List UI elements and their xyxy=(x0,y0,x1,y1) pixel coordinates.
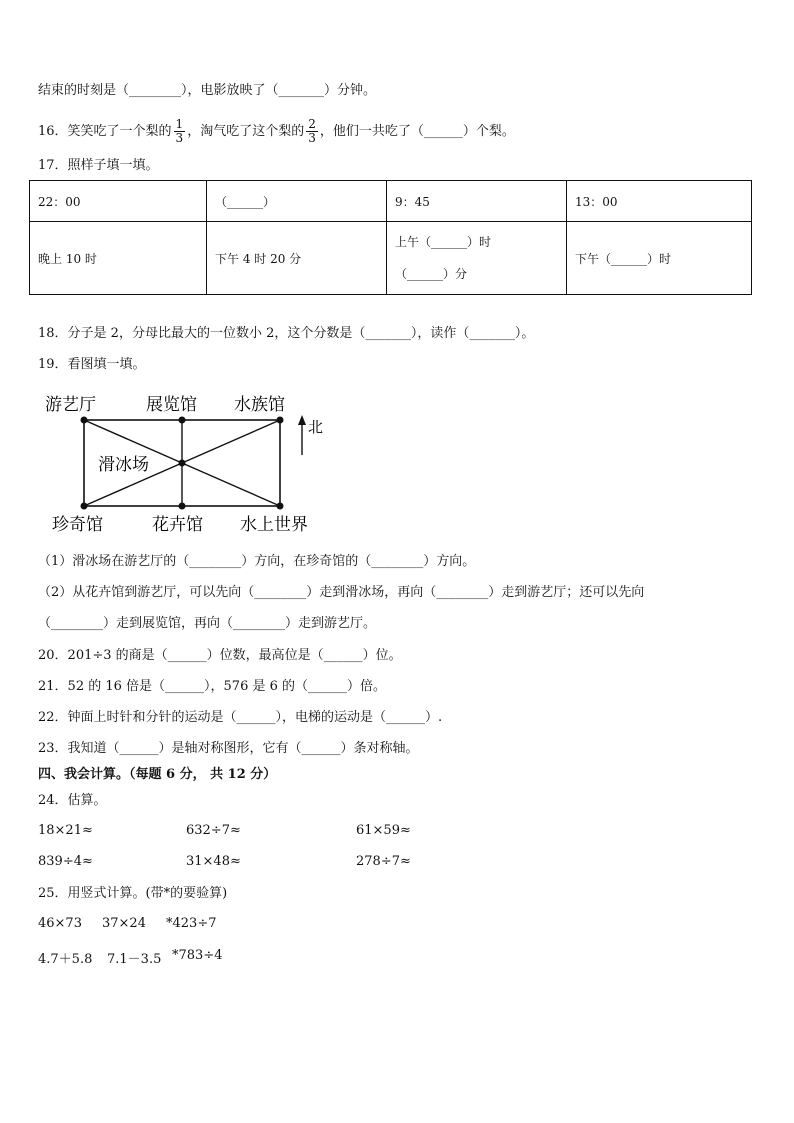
calc-item: 4.7＋5.8 xyxy=(38,952,93,967)
estimate-item: 61×59≈ xyxy=(356,823,411,838)
table-cell: 晚上 10 时 xyxy=(30,222,207,295)
calc-item: *423÷7 xyxy=(166,916,217,931)
question-17-title: 17．照样子填一填。 xyxy=(38,158,159,173)
section-4-heading: 四、我会计算。（每题 6 分， 共 12 分） xyxy=(38,767,277,782)
question-20: 20．201÷3 的商是（______）位数，最高位是（______）位。 xyxy=(38,648,402,663)
q16-suffix: ，他们一共吃了（______）个梨。 xyxy=(319,124,515,139)
q16-prefix: 16．笑笑吃了一个梨的 xyxy=(38,124,172,139)
fraction-numerator: 2 xyxy=(308,117,316,131)
fraction-denominator: 3 xyxy=(308,131,316,145)
label-water-world: 水上世界 xyxy=(240,515,308,535)
question-21: 21．52 的 16 倍是（______），576 是 6 的（______）倍。 xyxy=(38,679,387,694)
north-arrowhead-icon xyxy=(298,415,306,425)
label-north: 北 xyxy=(308,418,324,436)
table-cell-two-lines xyxy=(387,222,567,295)
estimate-item: 632÷7≈ xyxy=(186,823,241,838)
calc-item: *783÷4 xyxy=(172,948,223,963)
question-23: 23．我知道（______）是轴对称图形，它有（______）条对称轴。 xyxy=(38,741,419,756)
map-point xyxy=(179,460,186,467)
map-point xyxy=(81,503,88,510)
map-point xyxy=(81,417,88,424)
label-game-hall: 游艺厅 xyxy=(45,395,96,415)
question-24-title: 24．估算。 xyxy=(38,793,107,808)
map-point xyxy=(277,417,284,424)
estimate-item: 18×21≈ xyxy=(38,823,93,838)
question-22: 22．钟面上时针和分针的运动是（______），电梯的运动是（______）. xyxy=(38,710,443,725)
q16-middle: ，淘气吃了这个梨的 xyxy=(187,124,305,139)
estimate-item: 278÷7≈ xyxy=(356,854,411,869)
cell-line: （______）分 xyxy=(395,267,468,281)
table-cell: 13：00 xyxy=(567,181,752,222)
map-point xyxy=(277,503,284,510)
time-conversion-table xyxy=(29,180,752,295)
question-19-title: 19．看图填一填。 xyxy=(38,357,146,372)
table-cell: 22：00 xyxy=(30,181,207,222)
table-cell: （______） xyxy=(207,181,387,222)
fraction-denominator: 3 xyxy=(175,131,184,145)
table-cell: 下午（______）时 xyxy=(567,222,752,295)
cell-line: 上午（______）时 xyxy=(395,235,492,249)
location-map xyxy=(38,385,338,535)
question-19-part-2b: （________）走到展览馆，再向（________）走到游艺厅。 xyxy=(38,616,377,631)
question-15-tail: 结束的时刻是（________），电影放映了（_______）分钟。 xyxy=(38,83,377,98)
question-18: 18．分子是 2，分母比最大的一位数小 2，这个分数是（_______），读作（_______）。 xyxy=(38,326,535,341)
question-16 xyxy=(38,116,515,148)
table-cell: 9：45 xyxy=(387,181,567,222)
label-exhibition-hall: 展览馆 xyxy=(146,395,197,415)
estimate-item: 839÷4≈ xyxy=(38,854,93,869)
label-curiosity-hall: 珍奇馆 xyxy=(52,515,103,535)
calc-item: 7.1－3.5 xyxy=(107,952,162,967)
estimate-item: 31×48≈ xyxy=(186,854,241,869)
fraction-one-third xyxy=(174,118,186,145)
question-19-part-1: （1）滑冰场在游艺厅的（________）方向，在珍奇馆的（________）方向。 xyxy=(38,554,476,569)
map-point xyxy=(179,503,186,510)
fraction-numerator: 1 xyxy=(175,117,184,131)
label-ice-rink: 滑冰场 xyxy=(98,455,149,475)
calc-item: 37×24 xyxy=(102,916,146,931)
fraction-two-thirds xyxy=(306,118,318,145)
calc-item: 46×73 xyxy=(38,916,82,931)
map-point xyxy=(179,417,186,424)
question-25-title: 25．用竖式计算。(带*的要验算) xyxy=(38,886,228,901)
label-flower-hall: 花卉馆 xyxy=(152,515,203,535)
table-row xyxy=(30,181,752,222)
question-19-part-2a: （2）从花卉馆到游艺厅，可以先向（________）走到滑冰场，再向（________）走到游艺厅；还可以先向 xyxy=(38,585,645,600)
table-row xyxy=(30,222,752,295)
table-cell: 下午 4 时 20 分 xyxy=(207,222,387,295)
label-aquarium: 水族馆 xyxy=(234,395,285,415)
